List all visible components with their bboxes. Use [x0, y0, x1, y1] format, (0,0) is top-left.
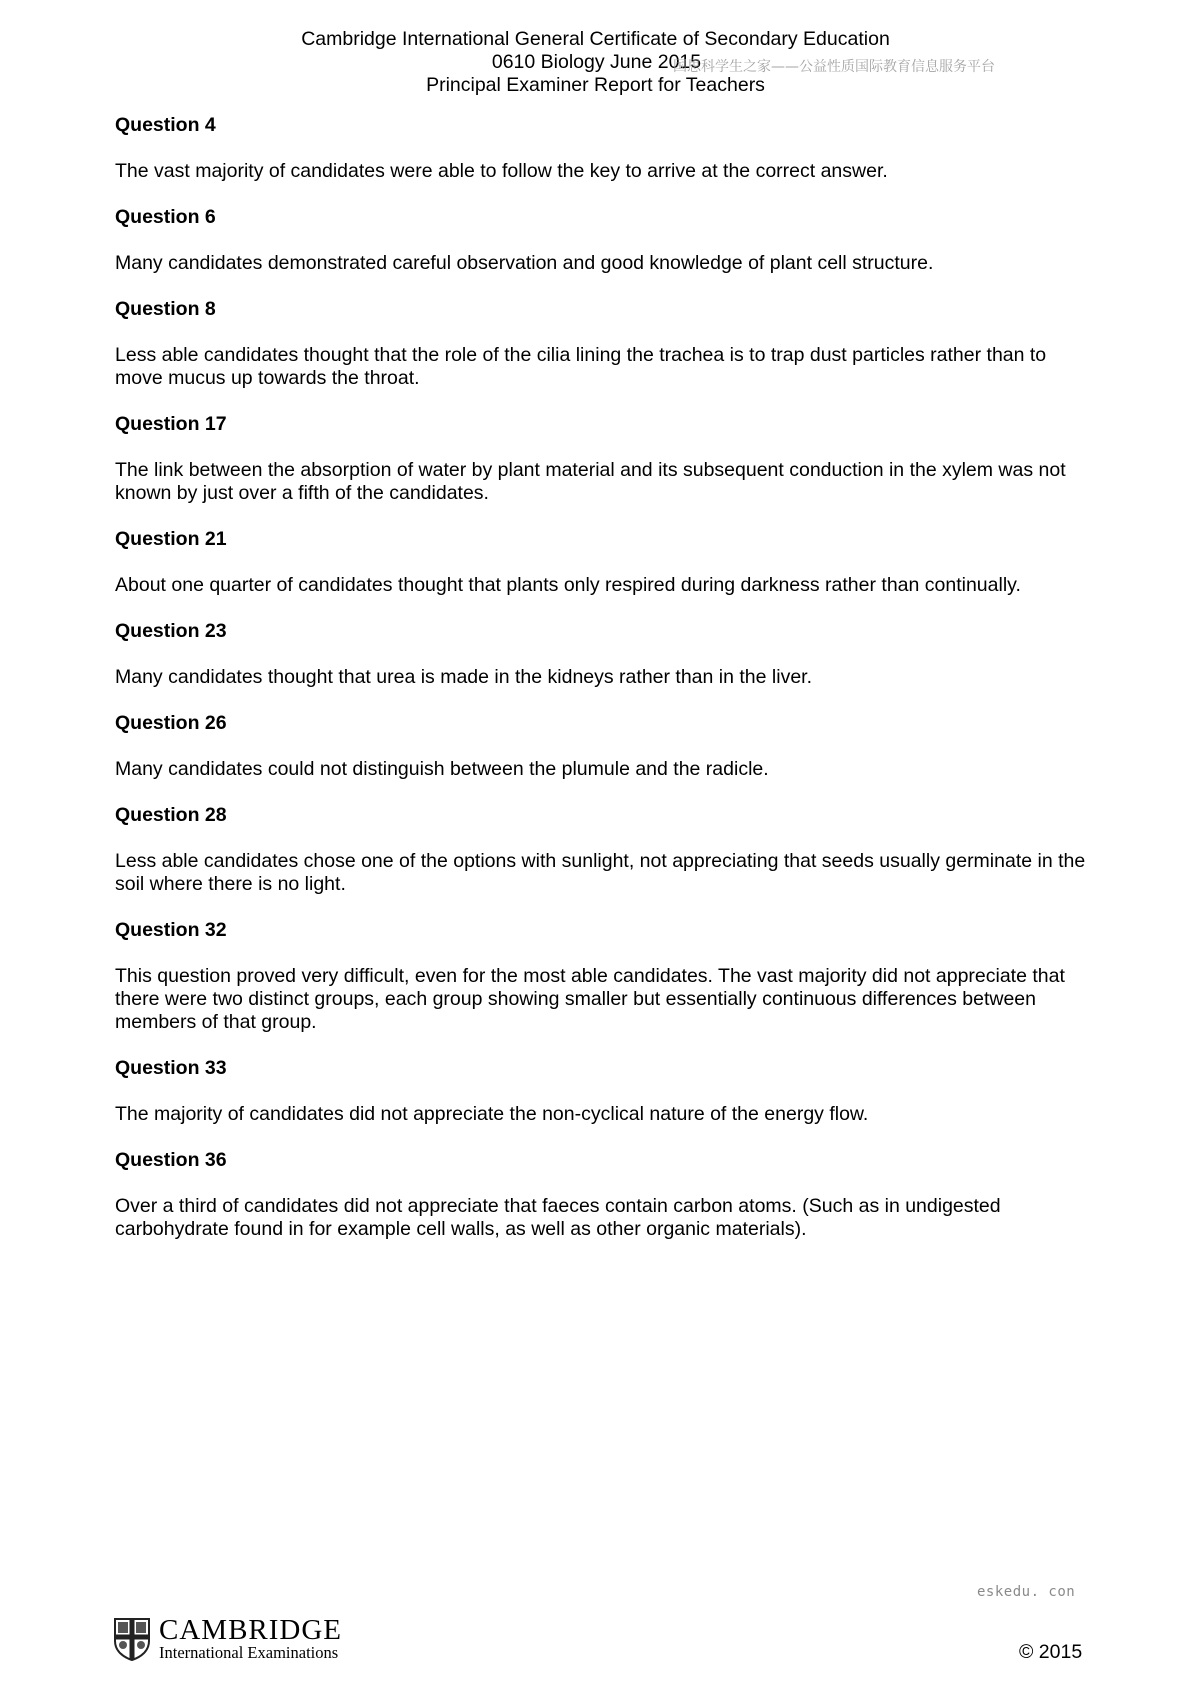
question-comment: Many candidates thought that urea is made in the kidneys rather than in the liver.	[115, 666, 813, 688]
watermark-text: 国思科学生之家——公益性质国际教育信息服务平台	[673, 59, 995, 75]
question-block-4	[115, 114, 1090, 183]
report-body	[115, 114, 1090, 1264]
question-heading: Question 23	[115, 620, 227, 642]
question-comment: Many candidates could not distinguish between the plumule and the radicle.	[115, 758, 769, 780]
header-subject: 0610 Biology June 2015	[491, 51, 702, 73]
question-comment: This question proved very difficult, even for the most able candidates. The vast majority did not appreciate that there were two distinct groups, each group showing smaller but essentially continuous differences between members of that group.	[115, 965, 1065, 1033]
question-comment: Less able candidates thought that the role of the cilia lining the trachea is to trap dust particles rather than to move mucus up towards the throat.	[115, 344, 1047, 389]
question-heading: Question 33	[115, 1057, 227, 1079]
question-block-33	[115, 1057, 1090, 1126]
question-heading: Question 4	[115, 114, 216, 136]
header-exam-title: Cambridge International General Certificate of Secondary Education	[301, 28, 890, 50]
copyright-notice: © 2015	[1019, 1641, 1083, 1663]
question-heading: Question 28	[115, 804, 227, 826]
question-comment: Less able candidates chose one of the options with sunlight, not appreciating that seeds usually germinate in the soil where there is no light.	[115, 850, 1086, 895]
question-comment: The vast majority of candidates were able to follow the key to arrive at the correct answer.	[115, 160, 888, 182]
footer-site-text: eskedu. con	[977, 1584, 1076, 1600]
question-block-32	[115, 919, 1090, 1034]
logo-wordmark: CAMBRIDGE	[159, 1614, 343, 1646]
question-block-8	[115, 298, 1090, 390]
question-heading: Question 21	[115, 528, 227, 550]
question-comment: Over a third of candidates did not appreciate that faeces contain carbon atoms. (Such as in undigested carbohydrate found in for example cell walls, as well as other organic materials).	[115, 1195, 1001, 1240]
question-heading: Question 6	[115, 206, 216, 228]
question-block-26	[115, 712, 1090, 781]
question-heading: Question 17	[115, 413, 227, 435]
question-heading: Question 36	[115, 1149, 227, 1171]
question-heading: Question 26	[115, 712, 227, 734]
question-block-6	[115, 206, 1090, 275]
question-block-17	[115, 413, 1090, 505]
question-comment: About one quarter of candidates thought that plants only respired during darkness rather than continually.	[115, 574, 1021, 596]
page-header	[0, 28, 1191, 97]
question-comment: The link between the absorption of water by plant material and its subsequent conduction in the xylem was not known by just over a fifth of the candidates.	[115, 459, 1066, 504]
logo-subtitle: International Examinations	[159, 1643, 339, 1662]
question-comment: The majority of candidates did not appreciate the non-cyclical nature of the energy flow.	[115, 1103, 869, 1125]
question-block-28	[115, 804, 1090, 896]
header-report-title: Principal Examiner Report for Teachers	[426, 74, 765, 96]
question-block-36	[115, 1149, 1090, 1241]
question-comment: Many candidates demonstrated careful observation and good knowledge of plant cell structure.	[115, 252, 934, 274]
question-heading: Question 32	[115, 919, 227, 941]
question-heading: Question 8	[115, 298, 216, 320]
question-block-23	[115, 620, 1090, 689]
shield-icon	[113, 1617, 151, 1661]
question-block-21	[115, 528, 1090, 597]
cambridge-logo	[113, 1616, 342, 1662]
